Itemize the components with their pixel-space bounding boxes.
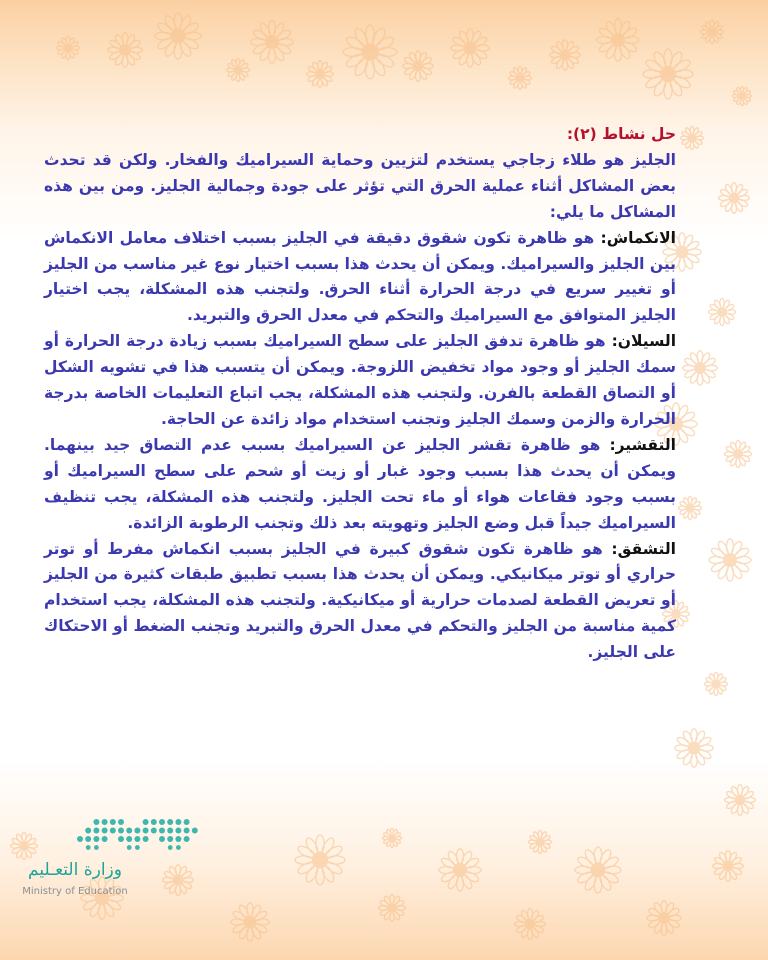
logo-english-text: Ministry of Education bbox=[22, 886, 128, 897]
problem-peeling bbox=[44, 433, 676, 537]
intro-text: الجليز هو طلاء زجاجي يستخدم لتزيين وحماية السيراميك والفخار. ولكن قد تحدث بعض المشاكل أثناء عملية الحرق التي تؤثر على جودة وجمالية الجليز. ومن بين هذه المشاكل ما يلي: bbox=[44, 150, 676, 221]
desc-peeling: هو ظاهرة تقشر الجليز عن السيراميك بسبب عدم التصاق جيد بينهما. ويمكن أن يحدث هذا بسبب وجود غبار أو زيت أو شحم على سطح السيراميك أو بسبب وجود فقاعات هواء أو ماء تحت الجليز. ولتجنب هذه المشكلة، يجب تنظيف السيراميك جيداً قبل وضع الجليز وتهويته بعد ذلك وتجنب الرطوبة الزائدة. bbox=[44, 435, 676, 532]
problem-running bbox=[44, 329, 676, 433]
logo-arabic-text: وزارة التعـليم bbox=[28, 860, 122, 880]
problem-cracking bbox=[44, 537, 676, 667]
term-shrinkage: الانكماش: bbox=[600, 228, 676, 247]
activity-solution-text bbox=[44, 122, 676, 666]
activity-heading: حل نشاط (٢): bbox=[566, 125, 676, 143]
term-running: السيلان: bbox=[611, 332, 677, 351]
desc-cracking: هو ظاهرة تكون شقوق كبيرة في الجليز بسبب انكماش مفرط أو توتر حراري أو توتر ميكانيكي. ويمكن أن يحدث هذا بسبب تطبيق طبقات كثيرة من الجليز أو تعريض القطعة لصدمات حرارية أو ميكانيكية. ولتجنب هذه المشكلة، يجب استخدام كمية مناسبة من الجليز والتحكم في معدل الحرق والتبريد وتجنب الضغط أو الاحتكاك على الجليز. bbox=[44, 539, 676, 662]
term-cracking: التشقق: bbox=[611, 539, 676, 558]
term-peeling: التقشير: bbox=[609, 435, 676, 454]
problem-shrinkage bbox=[44, 226, 676, 330]
desc-shrinkage: هو ظاهرة تكون شقوق دقيقة في الجليز بسبب اختلاف معامل الانكماش بين الجليز والسيراميك. ويمكن أن يحدث هذا بسبب اختيار نوع غير مناسب من الجليز أو تغيير سريع في درجة الحرارة أثناء الحرق. ولتجنب هذه المشكلة، يجب اختيار الجليز المتوافق مع السيراميك والتحكم في معدل الحرق والتبريد. bbox=[44, 228, 676, 325]
desc-running: هو ظاهرة تدفق الجليز على سطح السيراميك بسبب زيادة درجة الحرارة أو سمك الجليز أو وجود مواد تخفيض اللزوجة. ويمكن أن يتسبب هذا في تشويه الشكل أو التصاق القطعة بالفرن. ولتجنب هذه المشكلة، يجب اتباع التعليمات الخاصة بدرجة الحرارة والزمن وسمك الجليز وتجنب استخدام مواد زائدة عن الحاجة. bbox=[44, 332, 676, 428]
intro-paragraph bbox=[44, 122, 676, 226]
logo-dots-icon bbox=[74, 816, 204, 856]
ministry-logo bbox=[16, 814, 176, 906]
